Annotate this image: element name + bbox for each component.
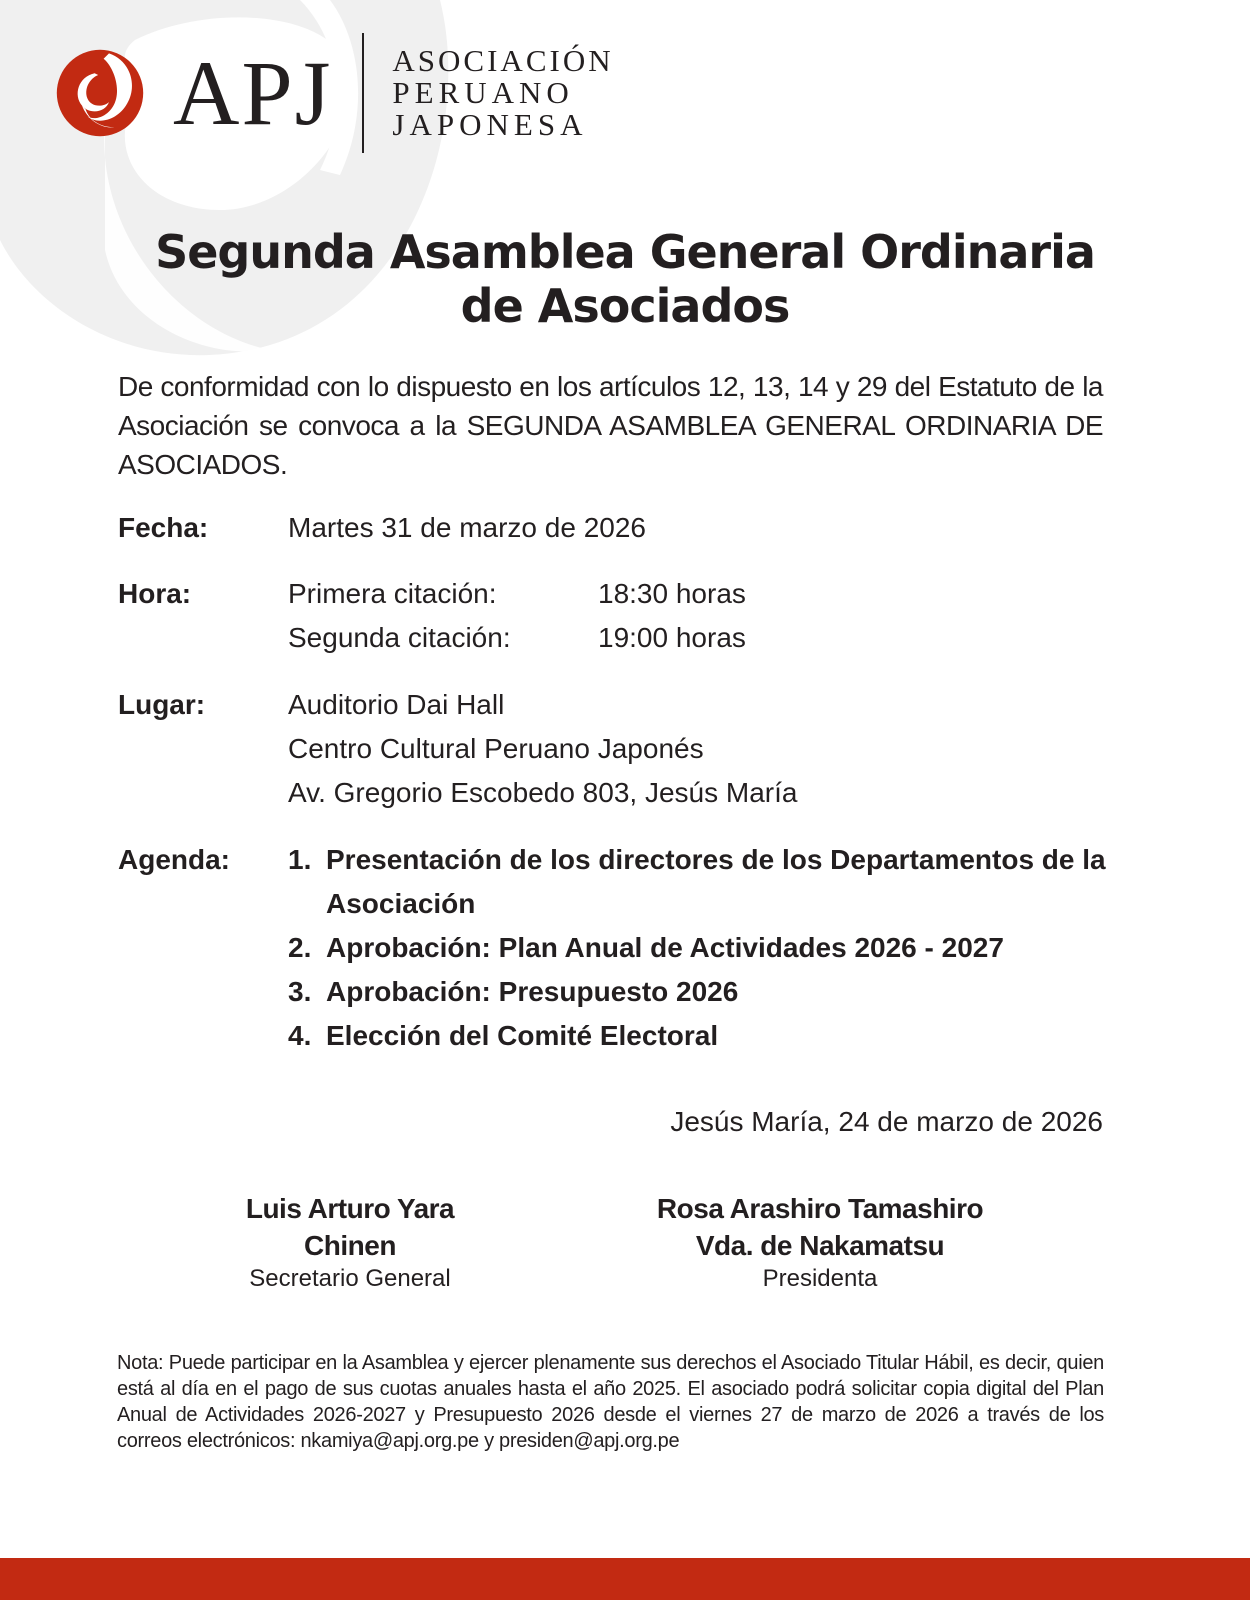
org-name-line: PERUANO	[392, 74, 574, 110]
signature-president	[610, 1190, 1030, 1294]
footer-color-bar	[0, 1558, 1250, 1600]
logo-divider	[362, 33, 364, 153]
agenda-item-text: Presentación de los directores de los Departamentos de la Asociación	[326, 844, 1106, 919]
agenda-label: Agenda:	[118, 844, 230, 875]
signature-secretary	[200, 1190, 500, 1294]
title-line: Segunda Asamblea General Ordinaria	[155, 225, 1095, 279]
fecha-label: Fecha:	[118, 512, 209, 543]
signatory-name: Chinen	[304, 1230, 396, 1261]
agenda-item-number: 3.	[288, 976, 312, 1007]
agenda-item-number: 1.	[288, 844, 312, 875]
agenda-item-text: Elección del Comité Electoral	[326, 1020, 719, 1051]
org-name-line: JAPONESA	[392, 106, 588, 142]
lugar-line: Centro Cultural Peruano Japonés	[288, 733, 704, 764]
lugar-label: Lugar:	[118, 689, 206, 720]
agenda-item	[288, 926, 1108, 970]
signatory-role: Presidenta	[762, 1265, 878, 1292]
apj-swirl-logo-icon	[55, 48, 145, 138]
hora-row-name: Primera citación:	[288, 578, 497, 609]
agenda-item-text: Aprobación: Plan Anual de Actividades 2026 - 2027	[326, 932, 1004, 963]
agenda-list	[288, 838, 1108, 1058]
hora-row-time: 18:30 horas	[598, 578, 746, 609]
agenda-item	[288, 970, 1108, 1014]
signatory-name: Vda. de Nakamatsu	[695, 1230, 945, 1261]
organization-name	[392, 42, 614, 142]
intro-paragraph: De conformidad con lo dispuesto en los artículos 12, 13, 14 y 29 del Estatuto de la Asociación se convoca a la SEGUNDA ASAMBLEA GENERAL ORDINARIA DE ASOCIADOS.	[118, 371, 1103, 480]
fecha-value: Martes 31 de marzo de 2026	[288, 512, 646, 543]
hora-row-name: Segunda citación:	[288, 622, 511, 653]
logo-abbreviation: APJ	[173, 41, 333, 144]
agenda-item	[288, 1014, 1108, 1058]
agenda-item-number: 2.	[288, 932, 312, 963]
agenda-item-text: Aprobación: Presupuesto 2026	[326, 976, 739, 1007]
agenda-item-number: 4.	[288, 1020, 312, 1051]
place-date: Jesús María, 24 de marzo de 2026	[670, 1106, 1103, 1137]
hora-label: Hora:	[118, 578, 192, 609]
footnote: Nota: Puede participar en la Asamblea y ejercer plenamente sus derechos el Asociado Titular Hábil, es decir, quien está al día en el pago de sus cuotas anuales hasta el año 2025. El asociado podrá solicitar copia digital del Plan Anual de Actividades 2026-2027 y Presupuesto 2026 desde el viernes 27 de marzo de 2026 a través de los correos electrónicos: nkamiya@apj.org.pe y presiden@apj.org.pe	[117, 1352, 1104, 1452]
hora-row-time: 19:00 horas	[598, 622, 746, 653]
header-logo	[55, 30, 614, 155]
org-name-line: ASOCIACIÓN	[392, 42, 614, 78]
agenda-item	[288, 838, 1108, 926]
lugar-line: Auditorio Dai Hall	[288, 689, 505, 720]
lugar-line: Av. Gregorio Escobedo 803, Jesús María	[288, 777, 798, 808]
title-line: de Asociados	[460, 279, 790, 333]
signatory-role: Secretario General	[249, 1265, 451, 1292]
signatory-name: Luis Arturo Yara	[245, 1193, 455, 1224]
page-title	[0, 225, 1250, 333]
signatory-name: Rosa Arashiro Tamashiro	[656, 1193, 984, 1224]
